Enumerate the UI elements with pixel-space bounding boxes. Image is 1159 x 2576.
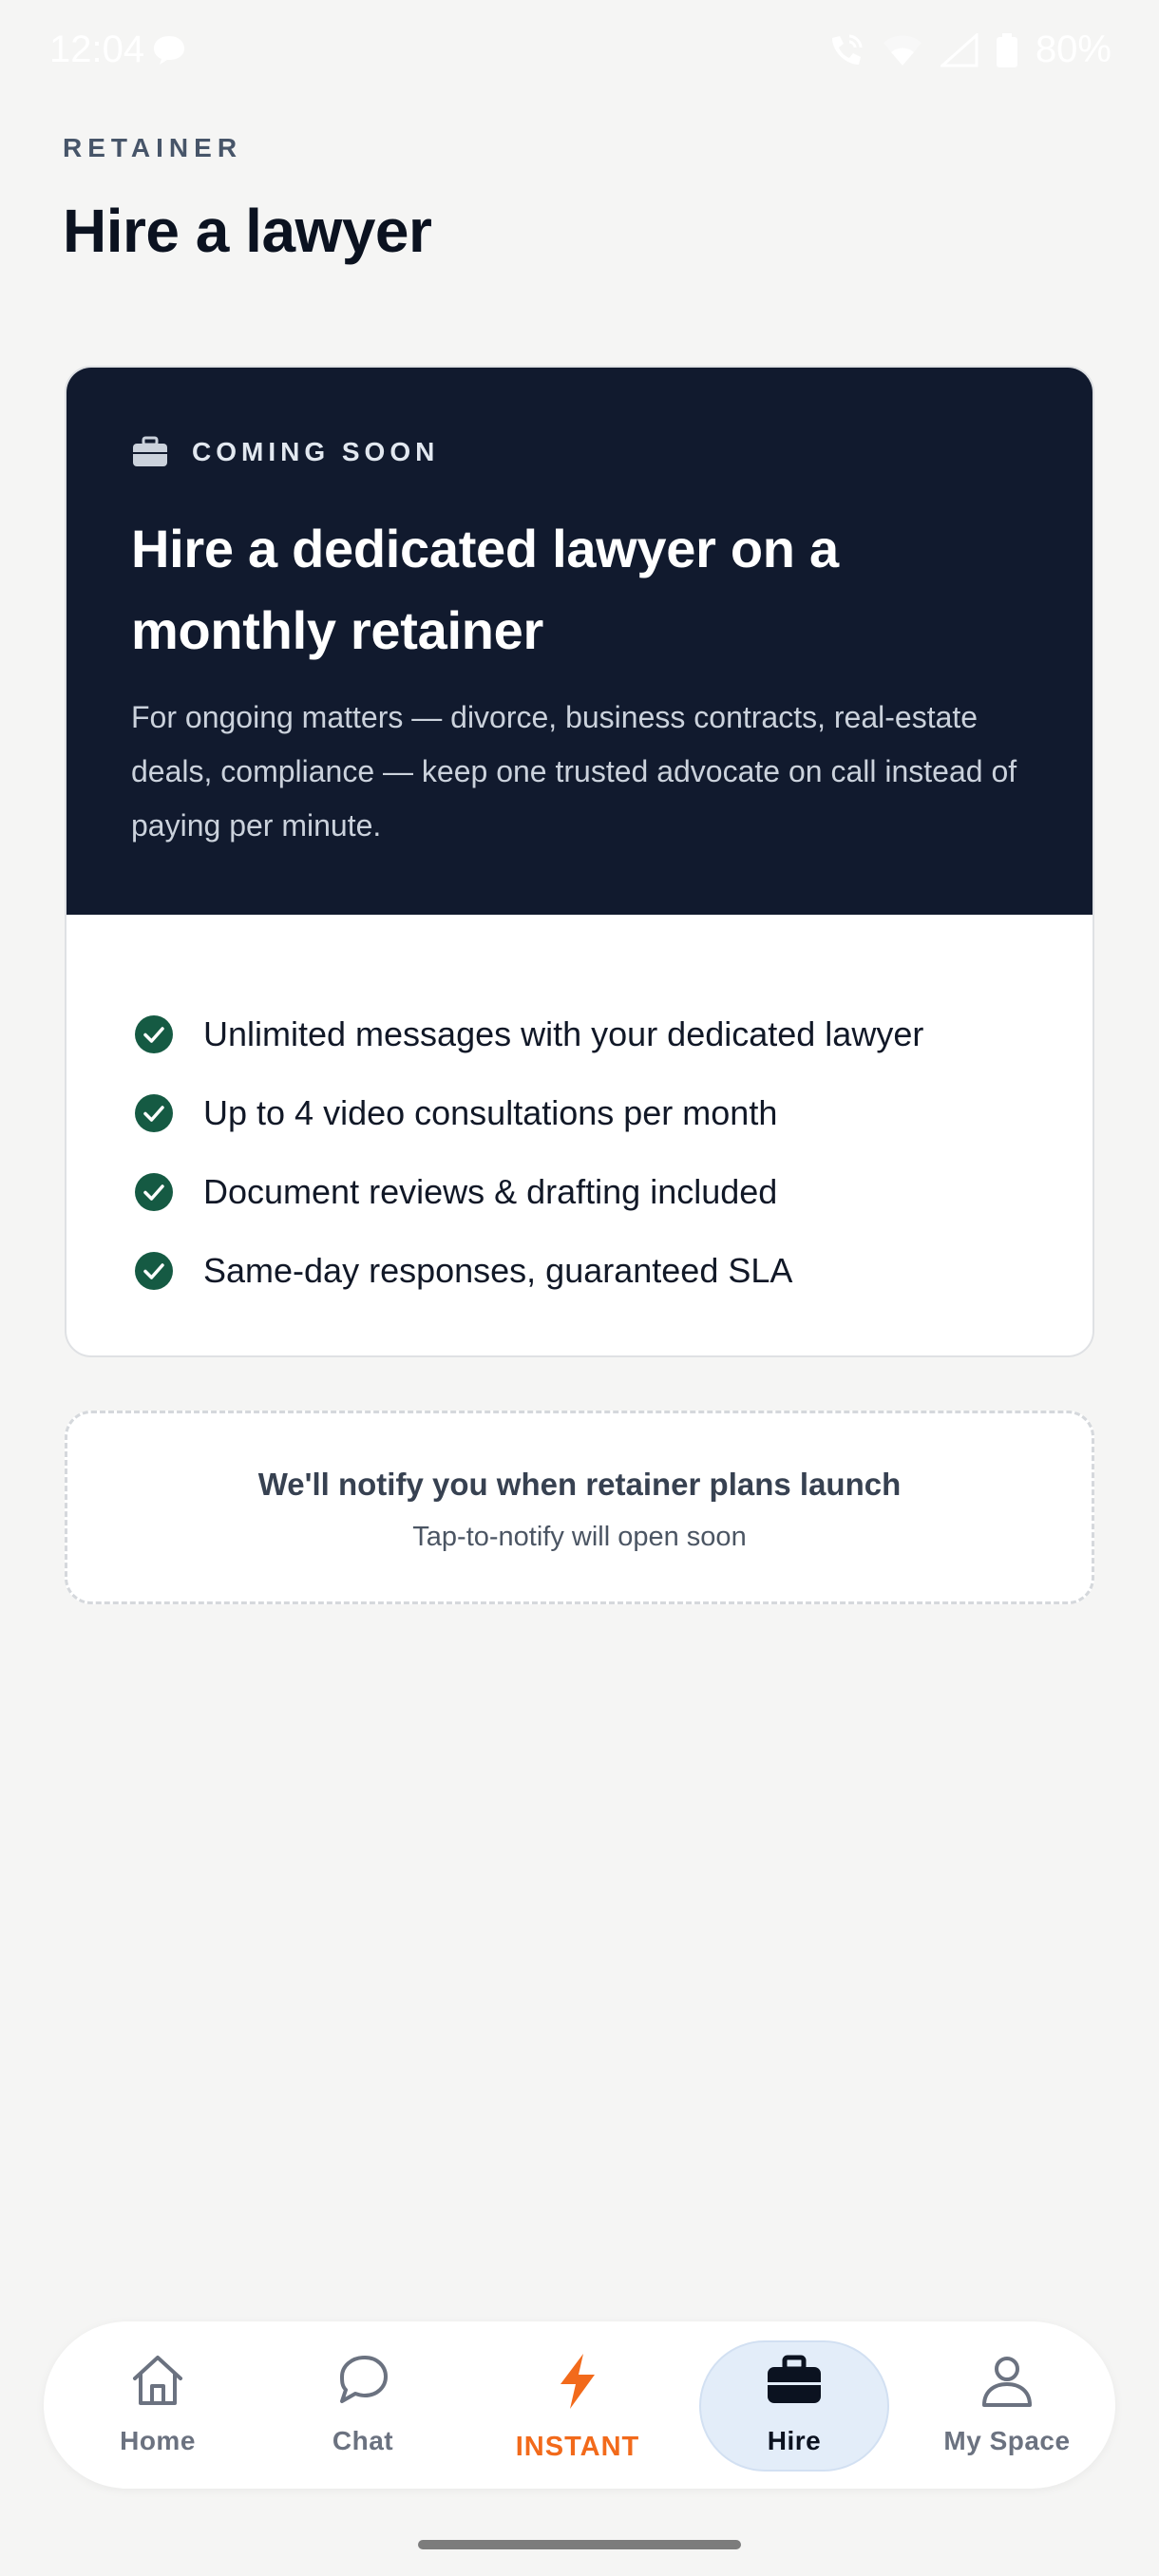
feature-item: [135, 1152, 923, 1231]
feature-list: [135, 994, 923, 1310]
chat-bubble-icon: [332, 2350, 393, 2411]
retainer-card: [65, 366, 1094, 1357]
feature-text: Document reviews & drafting included: [203, 1171, 778, 1211]
retainer-card-header: [66, 368, 1092, 915]
notify-title: We'll notify you when retainer plans launch: [257, 1467, 902, 1502]
feature-item: [135, 1073, 923, 1152]
battery-percentage: 80%: [1035, 28, 1112, 70]
home-indicator[interactable]: [418, 2540, 741, 2549]
status-time: 12:04: [49, 28, 145, 70]
battery-icon: [996, 32, 1018, 68]
notify-box[interactable]: [65, 1411, 1094, 1604]
coming-soon-label: COMING SOON: [192, 437, 440, 466]
briefcase-icon: [131, 436, 169, 468]
card-headline: Hire a dedicated lawyer on a monthly retainer: [131, 519, 839, 660]
nav-hire[interactable]: [699, 2321, 889, 2489]
notify-subtitle: Tap-to-notify will open soon: [412, 1522, 747, 1552]
feature-text: Same-day responses, guaranteed SLA: [203, 1250, 793, 1290]
wifi-calling-icon: [826, 32, 864, 68]
section-eyebrow: RETAINER: [63, 133, 243, 162]
message-notification-icon: [152, 34, 186, 66]
nav-my-space[interactable]: [912, 2321, 1102, 2489]
coming-soon-badge: [131, 436, 439, 468]
feature-text: Up to 4 video consultations per month: [203, 1092, 778, 1132]
nav-instant[interactable]: [483, 2321, 673, 2489]
nav-instant-label: INSTANT: [515, 2432, 640, 2462]
card-description: For ongoing matters — divorce, business contracts, real-estate deals, compliance — keep one trusted advocate on call instead of paying per minute.: [131, 700, 1017, 843]
nav-hire-label: Hire: [767, 2426, 822, 2455]
wifi-icon: [882, 33, 923, 67]
page-title: Hire a lawyer: [63, 197, 432, 265]
feature-item: [135, 994, 923, 1073]
check-circle-icon: [135, 1252, 173, 1290]
status-icons: [826, 28, 1112, 71]
feature-text: Unlimited messages with your dedicated lawyer: [203, 1013, 924, 1053]
check-circle-icon: [135, 1094, 173, 1132]
nav-chat-label: Chat: [332, 2426, 394, 2455]
signal-icon: [940, 33, 978, 67]
status-bar: [0, 0, 1159, 99]
bottom-navigation: [44, 2321, 1115, 2489]
nav-chat[interactable]: [268, 2321, 458, 2489]
lightning-bolt-icon: [547, 2350, 608, 2411]
user-profile-icon: [977, 2350, 1037, 2411]
nav-home[interactable]: [63, 2321, 253, 2489]
check-circle-icon: [135, 1015, 173, 1053]
check-circle-icon: [135, 1173, 173, 1211]
nav-home-label: Home: [120, 2426, 196, 2455]
feature-item: [135, 1231, 923, 1310]
home-icon: [127, 2350, 188, 2411]
briefcase-icon: [764, 2350, 825, 2411]
nav-my-space-label: My Space: [943, 2426, 1071, 2455]
